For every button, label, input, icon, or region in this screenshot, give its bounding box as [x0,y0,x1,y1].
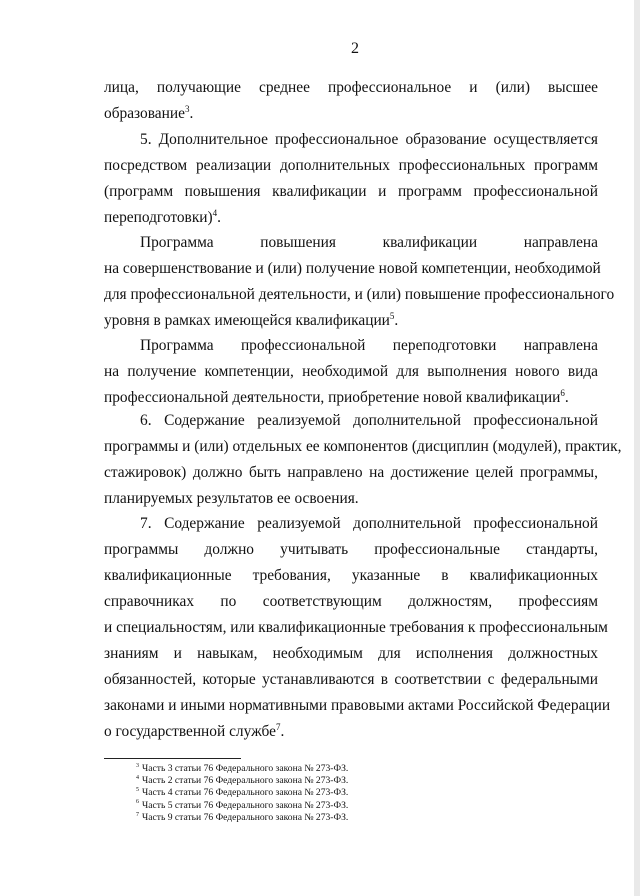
text-line [104,719,598,745]
text-line-content: на получение компетенции, необходимой для выполнения нового вида [104,363,598,380]
sentence-end: . [564,389,569,406]
footnote-text: Часть 3 статьи 76 Федерального закона № 273-ФЗ. [142,763,349,774]
text-line-content: планируемых результатов ее освоения. [104,490,359,507]
text-line-content: для профессиональной деятельности, и (или) повышение профессионального [104,286,615,303]
sentence-end: . [394,312,399,329]
text-line-content: посредством реализации дополнительных профессиональных программ [104,157,598,174]
text-line-content: о государственной службе [104,723,276,740]
text-line-content: программы и (или) отдельных ее компонентов (дисциплин (модулей), практик, [104,438,622,455]
text-line-content: переподготовки) [104,209,213,226]
footnote-mark: 3 [136,762,139,769]
footnote-mark: 6 [136,799,139,806]
footnote-mark: 7 [136,811,139,818]
text-line-content: образование [104,105,185,122]
text-line [104,537,598,563]
text-line [104,693,611,719]
footnote-reference: 6 [560,387,565,398]
text-line [104,511,598,537]
paragraph-7-program-requirements [104,511,611,745]
text-line-content: стажировок) должно быть направлено на достижение целей программы, [104,464,598,481]
text-line [104,127,598,153]
text-line-content: Программа профессиональной переподготовки направлена [140,337,598,354]
text-line [104,408,598,434]
text-line-content: программы должно учитывать профессиональные стандарты, [104,541,598,558]
footnote-item [136,763,348,775]
text-line-content: справочниках по соответствующим должностям, профессиям [104,593,598,610]
footnote-reference: 5 [389,310,395,321]
text-line [104,486,598,512]
text-line-content: 7. Содержание реализуемой дополнительной профессиональной [140,515,598,532]
text-line-content: лица, получающие среднее профессиональное и (или) высшее [104,79,598,96]
footnote-reference: 7 [275,721,281,732]
text-line [104,589,598,615]
text-line-content: 6. Содержание реализуемой дополнительной профессиональной [140,412,598,429]
footnote-item [136,787,348,799]
text-line-content: и специальностям, или квалификационные требования к профессиональным [104,619,608,636]
paragraph-retraining [104,333,598,411]
paragraph-qualification-upgrade [104,230,615,334]
text-line [104,667,598,693]
text-line [104,230,598,256]
footnote-mark: 4 [136,775,139,782]
footnote-item [136,800,348,812]
scan-border [634,0,640,896]
footnote-text: Часть 4 статьи 76 Федерального закона № 273-ФЗ. [142,787,349,799]
sentence-end: . [280,723,285,740]
paragraph-5-additional-education [104,127,598,231]
text-line [104,308,598,334]
footnote-text: Часть 2 статьи 76 Федерального закона № 273-ФЗ. [142,775,349,787]
sentence-end: . [217,209,222,226]
text-line-content: квалификационные требования, указанные в квалификационных [104,567,598,584]
footnote-reference: 3 [184,103,190,114]
text-line-content: профессиональной деятельности, приобретение новой квалификации [104,389,561,406]
text-line [104,153,598,179]
text-line [104,179,598,205]
text-line-content: знаниям и навыкам, необходимым для исполнения должностных [104,645,598,662]
text-line-content: Программа повышения квалификации направлена [140,234,598,251]
footnote-text: Часть 9 статьи 76 Федерального закона № 273-ФЗ. [142,811,349,823]
text-line-content: 5. Дополнительное профессиональное образование осуществляется [140,131,598,148]
text-line-content: (программ повышения квалификации и программ профессиональной [104,183,598,200]
text-line [104,282,615,308]
text-line-content: законами и иными нормативными правовыми актами Российской Федерации [104,697,611,714]
footnote-item [136,775,348,787]
text-line [104,641,598,667]
footnotes [136,763,348,824]
text-line [104,615,608,641]
paragraph-audience [104,75,598,127]
text-line [104,256,601,282]
text-line [104,75,598,101]
text-line [104,460,598,486]
text-line-content: на совершенствование и (или) получение новой компетенции, необходимой [104,260,601,277]
text-line [104,205,598,231]
page-number: 2 [351,40,359,57]
footnote-item [136,812,348,824]
text-line-content: обязанностей, которые устанавливаются в соответствии с федеральными [104,671,598,688]
text-line [104,101,598,127]
footnote-mark: 5 [136,787,139,794]
text-line-content: уровня в рамках имеющейся квалификации [104,312,390,329]
footnote-divider [104,758,241,759]
text-line [104,563,598,589]
text-line [104,359,598,385]
footnote-reference: 4 [212,207,218,218]
footnote-text: Часть 5 статьи 76 Федерального закона № 273-ФЗ. [142,799,349,811]
text-line [104,333,598,359]
sentence-end: . [189,105,194,122]
paragraph-6-program-content [104,408,622,512]
text-line [104,434,622,460]
